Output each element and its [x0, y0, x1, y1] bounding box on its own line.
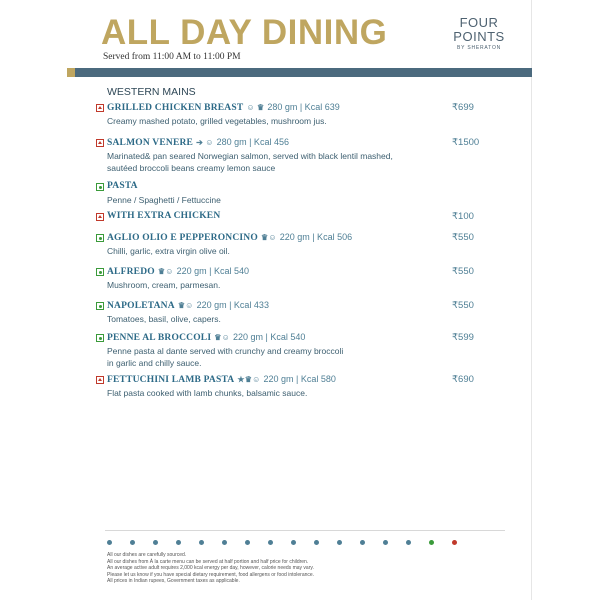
note-line: All prices in Indian rupees, Government taxes as applicable. — [107, 578, 240, 584]
footer-notes — [107, 552, 314, 585]
legend-symbol-icon — [360, 540, 365, 545]
logo-line-3: BY SHERATON — [456, 45, 502, 51]
note-line: Please let us know if you have special dietary requirement, food allergens or food intolerance. — [107, 571, 315, 578]
legend-entry — [429, 540, 449, 545]
menu-item-row — [96, 102, 516, 115]
dish-name — [107, 102, 340, 113]
dish-name — [107, 137, 289, 148]
veg-mark-icon — [96, 183, 104, 191]
dish-description: Chilli, garlic, extra virgin olive oil. — [107, 246, 230, 256]
menu-item-row — [96, 181, 516, 194]
dish-name-text: ALFREDO — [107, 267, 155, 277]
menu-item — [96, 181, 516, 206]
dish-description: Flat pasta cooked with lamb chunks, balsamic sauce. — [107, 388, 308, 398]
legend-symbol-icon — [452, 540, 457, 545]
menu-item-row — [96, 374, 516, 387]
legend-symbol-icon — [314, 540, 319, 545]
dish-portion-calories: 280 gm | Kcal 639 — [267, 102, 340, 112]
dietary-symbols-icon: ♛☺ — [157, 267, 174, 276]
dish-name-text: WITH EXTRA CHICKEN — [107, 211, 221, 221]
menu-item — [96, 300, 516, 325]
dish-name-text: FETTUCHINI LAMB PASTA — [107, 375, 235, 385]
veg-mark-icon — [96, 302, 104, 310]
veg-mark-icon — [96, 268, 104, 276]
note-line: An average active adult requires 2,000 kcal energy per day, however, calorie needs may vary. — [107, 565, 314, 571]
menu-item-row — [96, 332, 516, 345]
menu-item — [96, 374, 516, 399]
legend-symbol-icon — [245, 540, 250, 545]
legend-entry — [107, 540, 127, 545]
dish-portion-calories: 220 gm | Kcal 433 — [196, 300, 269, 310]
dish-name — [107, 211, 220, 221]
dish-name — [107, 300, 269, 311]
legend-symbol-icon — [383, 540, 388, 545]
dish-price: ₹1500 — [452, 137, 480, 148]
legend-entry — [291, 540, 311, 545]
dish-portion-calories: 220 gm | Kcal 506 — [279, 232, 353, 242]
dish-description: sautéed broccoli beans creamy lemon sauce — [107, 162, 276, 173]
menu-item-row — [96, 300, 516, 313]
non-veg-mark-icon — [96, 104, 104, 112]
dish-price: ₹699 — [452, 102, 474, 113]
header-band-accent — [67, 68, 75, 77]
dish-name — [107, 232, 352, 243]
page-title: ALL DAY DINING — [101, 13, 388, 52]
legend-entry — [314, 540, 334, 545]
non-veg-mark-icon — [96, 376, 104, 384]
dish-portion-calories: 220 gm | Kcal 580 — [263, 374, 336, 384]
dish-name — [107, 374, 336, 385]
non-veg-mark-icon — [96, 213, 104, 221]
footer-divider — [105, 530, 505, 531]
non-veg-mark-icon — [96, 139, 104, 147]
legend-entry — [222, 540, 242, 545]
legend-symbol-icon — [429, 540, 434, 545]
menu-item — [96, 266, 516, 291]
dish-description: in garlic and chilly sauce. — [107, 357, 202, 368]
dish-portion-calories: 220 gm | Kcal 540 — [176, 266, 249, 276]
dietary-symbols-icon: ♛☺ — [214, 333, 230, 342]
dietary-symbols-icon: ➔ ☺ — [196, 138, 214, 147]
legend-symbol-icon — [406, 540, 411, 545]
legend-symbol-icon — [268, 540, 273, 545]
legend-symbol-icon — [107, 540, 112, 545]
note-line: All our dishes are carefully sourced. — [107, 552, 187, 558]
dish-name — [107, 332, 305, 343]
section-heading: WESTERN MAINS — [107, 86, 196, 98]
menu-item-row — [96, 211, 516, 224]
menu-item-row — [96, 137, 516, 150]
legend-entry — [360, 540, 380, 545]
legend-entry — [383, 540, 403, 545]
legend-symbol-icon — [130, 540, 135, 545]
dietary-symbols-icon: ♛☺ — [177, 301, 194, 310]
dish-name — [107, 266, 249, 277]
dish-price: ₹599 — [452, 332, 474, 343]
legend-symbol-icon — [199, 540, 204, 545]
legend-entry — [130, 540, 150, 545]
dietary-symbols-icon: ★♛☺ — [237, 375, 261, 384]
dish-name — [107, 181, 138, 191]
legend-symbol-icon — [153, 540, 158, 545]
dietary-symbols-icon: ☺ ♛ — [246, 103, 265, 112]
dish-description: Creamy mashed potato, grilled vegetables, mushroom jus. — [107, 116, 327, 126]
legend-entry — [337, 540, 357, 545]
four-points-logo — [448, 16, 510, 51]
dish-price: ₹100 — [452, 211, 474, 222]
legend-symbol-icon — [337, 540, 342, 545]
note-line: All our dishes from À la carte menu can be served at half portion and half price for children. — [107, 558, 309, 565]
menu-item — [96, 211, 516, 224]
dish-description: Mushroom, cream, parmesan. — [107, 280, 221, 290]
dish-portion-calories: 280 gm | Kcal 456 — [216, 137, 289, 147]
dish-description: Tomatoes, basil, olive, capers. — [107, 314, 221, 324]
menu-page — [67, 0, 532, 600]
dish-name-text: SALMON VENERE — [107, 138, 194, 148]
legend-entry — [452, 540, 472, 545]
dish-name-text: GRILLED CHICKEN BREAST — [107, 103, 244, 113]
dish-name-text: PENNE AL BROCCOLI — [107, 333, 212, 343]
dietary-legend — [107, 536, 507, 548]
dish-price: ₹550 — [452, 232, 474, 243]
veg-mark-icon — [96, 334, 104, 342]
legend-symbol-icon — [176, 540, 181, 545]
legend-entry — [153, 540, 173, 545]
dish-description: Marinated& pan seared Norwegian salmon, served with black lentil mashed, — [107, 151, 393, 161]
dish-portion-calories: 220 gm | Kcal 540 — [232, 332, 306, 342]
dish-name-text: AGLIO OLIO E PEPPERONCINO — [107, 233, 258, 243]
legend-entry — [406, 540, 426, 545]
legend-entry — [176, 540, 196, 545]
dish-price: ₹550 — [452, 300, 474, 311]
veg-mark-icon — [96, 234, 104, 242]
logo-line-2: POINTS — [453, 29, 505, 44]
dish-name-text: NAPOLETANA — [107, 301, 175, 311]
menu-item — [96, 332, 516, 368]
menu-item — [96, 137, 516, 173]
dish-name-text: PASTA — [107, 181, 138, 191]
legend-entry — [199, 540, 219, 545]
menu-item-row — [96, 232, 516, 245]
dish-price: ₹690 — [452, 374, 474, 385]
dish-description: Penne pasta al dante served with crunchy and creamy broccoli — [107, 346, 344, 356]
menu-item-row — [96, 266, 516, 279]
legend-symbol-icon — [222, 540, 227, 545]
legend-symbol-icon — [291, 540, 296, 545]
legend-entry — [268, 540, 288, 545]
dish-price: ₹550 — [452, 266, 474, 277]
service-hours: Served from 11:00 AM to 11:00 PM — [103, 52, 241, 62]
legend-entry — [245, 540, 265, 545]
menu-item — [96, 232, 516, 257]
menu-item — [96, 102, 516, 127]
header-band — [67, 68, 532, 77]
dish-description: Penne / Spaghetti / Fettuccine — [107, 195, 221, 205]
logo-line-1: FOUR — [459, 15, 499, 30]
dietary-symbols-icon: ♛☺ — [260, 233, 277, 242]
